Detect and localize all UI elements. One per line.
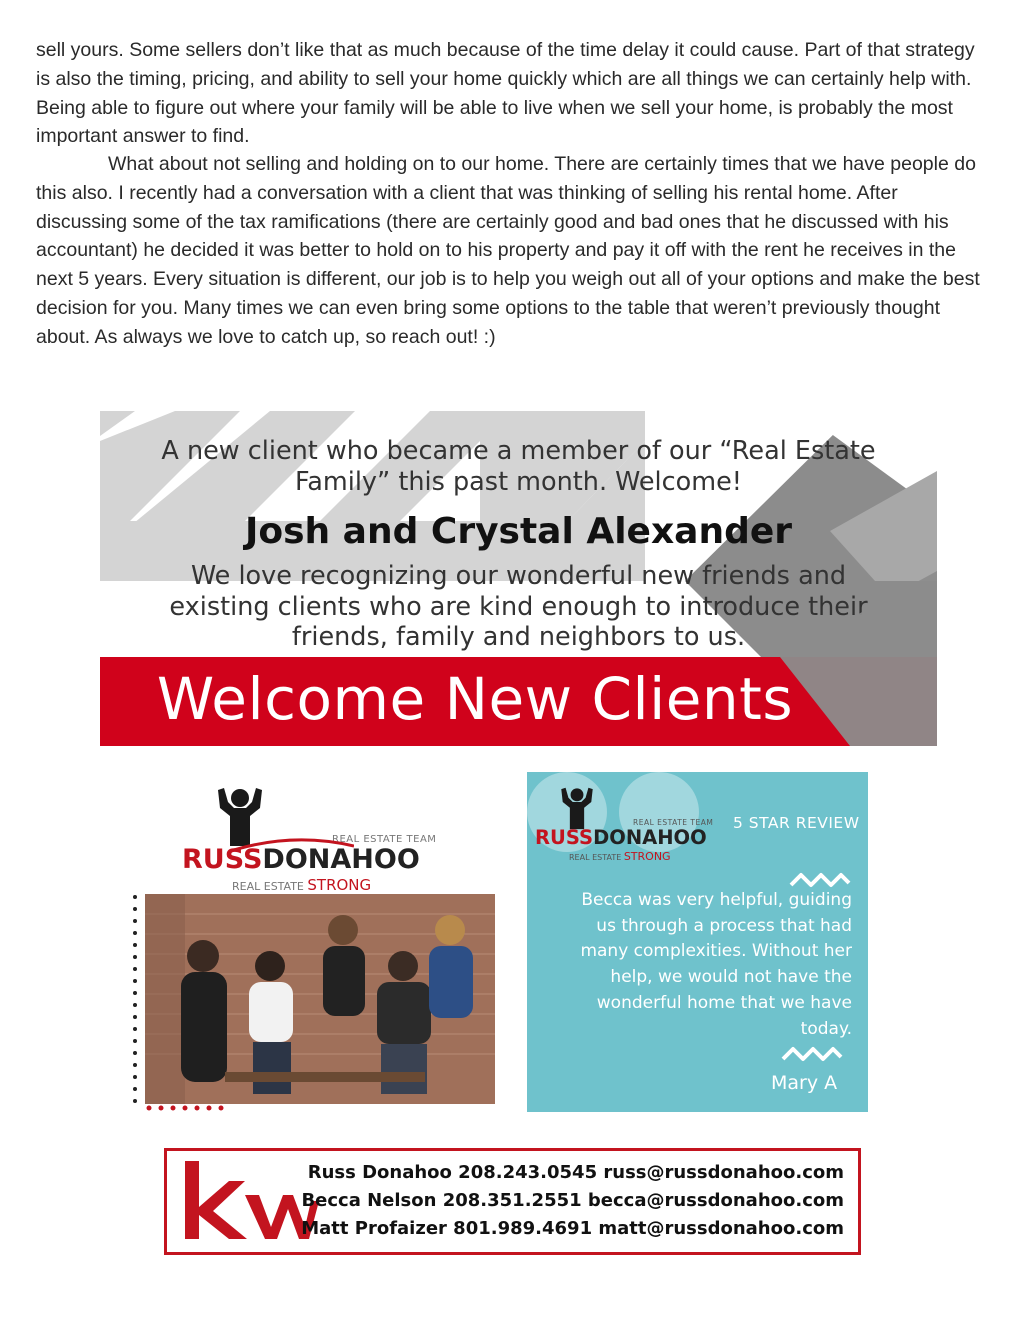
article-paragraph-2: [36, 150, 986, 352]
welcome-dark-triangle-overlay: [100, 411, 937, 746]
article-paragraph-2-text: What about not selling and holding on to our home. There are certainly times that we have people do this also. I recently had a conversation with a client that was thinking of selling his rental home. After discussing some of the tax ramifications (there are certainly good and bad ones that he discussed with his accountant) he decided it was better to hold on to his property and pay it off with the rent he receives in the next 5 years. Every situation is different, our job is to help you weigh out all of your options and make the best decision for you. Many times we can even bring some options to the table that weren’t previously thought about. As always we love to catch up, so reach out! :): [36, 153, 980, 348]
welcome-body-line-1: We love recognizing our wonderful new friends and: [190, 561, 847, 591]
team-logo-tagline: [232, 876, 371, 894]
contact-box: [164, 1148, 861, 1255]
welcome-body-line-3: friends, family and neighbors to us.: [291, 622, 746, 652]
welcome-intro-line-2: Family” this past month. Welcome!: [294, 467, 743, 497]
review-line-5: wonderful home that we have: [596, 992, 852, 1013]
team-logo-label: REAL ESTATE TEAM: [332, 834, 437, 845]
welcome-intro-line-1: A new client who became a member of our “Real Estate: [161, 436, 876, 466]
team-photo: [145, 894, 495, 1104]
welcome-new-clients-graphic: [100, 411, 937, 746]
review-card: [527, 772, 868, 1112]
review-line-3: many complexities. Without her: [580, 941, 852, 962]
review-line-4: help, we would not have the: [610, 967, 852, 988]
review-line-2: us through a process that had: [596, 915, 852, 936]
team-logo-tagline-prefix: REAL ESTATE: [232, 880, 304, 893]
review-logo-wordmark: [535, 826, 707, 849]
contact-russ: Russ Donahoo 208.243.0545 russ@russdonahoo.com: [307, 1162, 844, 1183]
review-logo-tagline-prefix: REAL ESTATE: [569, 853, 622, 862]
wave-divider-bottom-icon: [781, 1046, 843, 1062]
welcome-body-line-2: existing clients who are kind enough to introduce their: [169, 591, 868, 622]
welcome-banner-text: Welcome New Clients: [156, 665, 794, 733]
review-line-1: Becca was very helpful, guiding: [581, 890, 852, 910]
client-names: Josh and Crystal Alexander: [244, 511, 793, 552]
review-author: Mary A: [771, 1072, 838, 1094]
review-logo-name-red: RUSS: [535, 826, 594, 849]
team-photo-illustration: [145, 894, 495, 1104]
review-line-6: today.: [800, 1018, 852, 1039]
team-logo-name-dark: DONAHOO: [262, 844, 420, 875]
review-flexing-person-icon: [557, 784, 597, 830]
team-logo-tagline-strong: STRONG: [307, 876, 372, 894]
team-logo-name-red: RUSS: [182, 844, 263, 875]
review-logo-tagline-strong: STRONG: [623, 850, 671, 863]
contact-becca: Becca Nelson 208.351.2551 becca@russdonahoo.com: [301, 1190, 844, 1211]
article-paragraph-1: sell yours. Some sellers don’t like that as much because of the time delay it could cause. Part of that strategy is also the timing, pricing, and ability to sell your home quickly which are all things we can certainly help with. Being able to figure out where your family will be able to live when we sell your home, is probably the most important answer to find.: [36, 39, 975, 148]
kw-logo-icon: [179, 1161, 319, 1241]
team-card: [127, 780, 497, 1120]
wave-divider-icon: [789, 872, 851, 888]
review-logo-label: REAL ESTATE TEAM: [633, 818, 714, 827]
review-logo-name-dark: DONAHOO: [593, 826, 707, 849]
team-logo: [182, 780, 452, 894]
review-logo-tagline: [569, 850, 671, 863]
review-logo: [535, 780, 735, 880]
review-heading: 5 STAR REVIEW: [733, 814, 860, 832]
team-logo-wordmark: [182, 844, 420, 875]
contact-matt: Matt Profaizer 801.989.4691 matt@russdonahoo.com: [301, 1218, 844, 1239]
review-text: [542, 888, 852, 1042]
